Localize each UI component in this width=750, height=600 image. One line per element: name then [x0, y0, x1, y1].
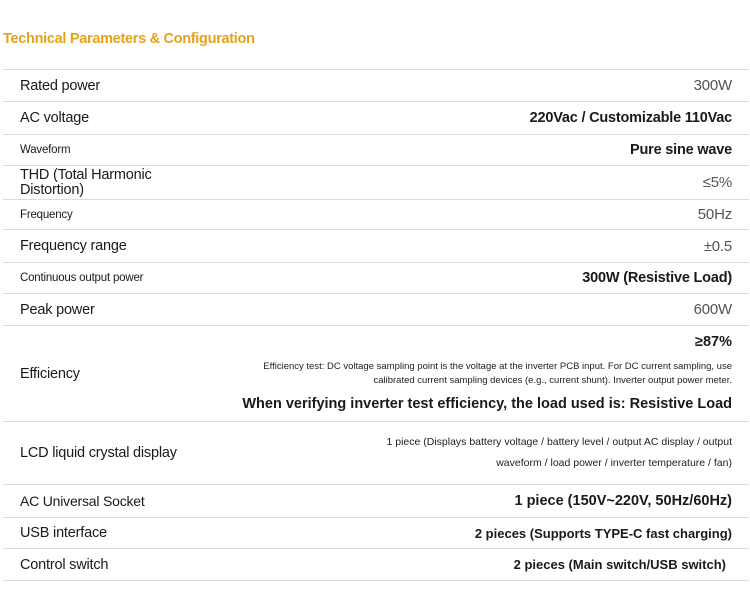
section-title: Technical Parameters & Configuration — [3, 31, 255, 47]
efficiency-load: When verifying inverter test efficiency, the load used is: Resistive Load — [242, 395, 732, 412]
row-value: 50Hz — [697, 206, 732, 223]
table-row — [3, 166, 749, 200]
row-value: Pure sine wave — [630, 142, 732, 158]
table-row — [3, 135, 749, 166]
table-row — [3, 294, 749, 326]
row-value: 300W — [693, 77, 732, 94]
table-row — [3, 70, 749, 102]
efficiency-details — [212, 333, 732, 412]
table-row — [3, 102, 749, 135]
table-row — [3, 549, 749, 581]
row-label: Rated power — [20, 77, 101, 94]
table-row — [3, 518, 749, 549]
row-label: THD (Total Harmonic Distortion) — [20, 166, 152, 198]
row-value: 2 pieces (Supports TYPE-C fast charging) — [474, 525, 732, 541]
table-row — [3, 485, 749, 518]
row-label: Waveform — [20, 144, 71, 156]
table-row — [3, 230, 749, 263]
row-label: Efficiency — [20, 365, 80, 382]
row-value: ≥87% — [695, 333, 732, 350]
row-label: Peak power — [20, 301, 95, 318]
row-value: ≤5% — [702, 174, 732, 191]
row-value: 600W — [693, 301, 732, 318]
row-label: Frequency — [20, 208, 73, 221]
row-value: ±0.5 — [703, 237, 732, 255]
row-value: 2 pieces (Main switch/USB switch) — [513, 557, 726, 572]
spec-table — [3, 69, 749, 581]
row-label: USB interface — [20, 525, 107, 541]
row-value: 300W (Resistive Load) — [582, 270, 732, 286]
row-value: 220Vac / Customizable 110Vac — [529, 110, 732, 126]
table-row — [3, 422, 749, 485]
row-value: 1 piece (150V~220V, 50Hz/60Hz) — [514, 493, 732, 509]
row-label: LCD liquid crystal display — [20, 445, 177, 461]
row-label: Control switch — [20, 556, 109, 573]
row-label: AC Universal Socket — [20, 493, 145, 509]
row-value: 1 piece (Displays battery voltage / battery level / output AC display / output waveform / load power / inverter temperature / fan) — [386, 436, 732, 469]
row-label: Continuous output power — [20, 272, 144, 284]
row-label: AC voltage — [20, 110, 89, 126]
table-row — [3, 326, 749, 422]
table-row — [3, 263, 749, 294]
table-row — [3, 200, 749, 230]
row-label: Frequency range — [20, 238, 127, 254]
efficiency-note: Efficiency test: DC voltage sampling point is the voltage at the inverter PCB input. For DC current sampling, use calibrated current sampling devices (e.g., current shunt). Inverter output power meter. — [263, 360, 732, 386]
